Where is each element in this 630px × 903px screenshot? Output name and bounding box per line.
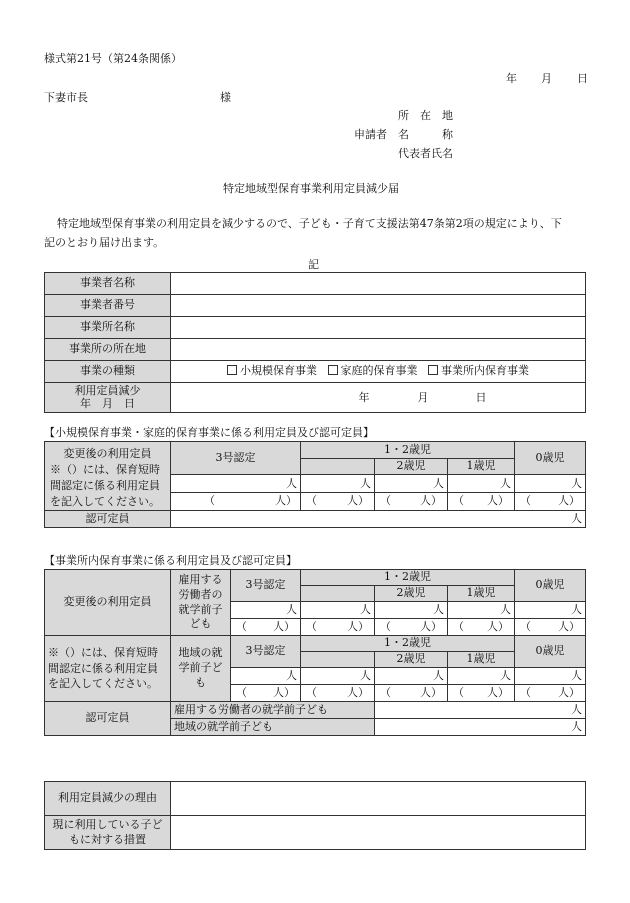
operator-number-field[interactable]	[171, 295, 586, 317]
sec2-approved-a-label: 雇用する労働者の就学前子ども	[171, 702, 375, 719]
sec1-3gou-short[interactable]: （ 人）	[171, 493, 301, 511]
body-text-line1: 特定地域型保育事業の利用定員を減少するので、子ども・子育て支援法第47条第2項の規定により、下	[57, 217, 562, 230]
a-12-count[interactable]: 人	[301, 602, 375, 619]
row-label-facility-name: 事業所名称	[45, 317, 171, 339]
business-type-options	[171, 361, 586, 383]
a-col-0: 0歳児	[515, 570, 586, 602]
b-col-2: 2歳児	[375, 652, 448, 668]
a-3gou-short[interactable]: （ 人）	[231, 619, 301, 636]
b-3gou-short[interactable]: （ 人）	[231, 685, 301, 702]
checkbox-icon	[227, 365, 237, 375]
document-title: 特定地域型保育事業利用定員減少届	[223, 182, 399, 195]
type-checkbox-small[interactable]: 小規模保育事業	[227, 364, 317, 377]
row-label-business-type: 事業の種類	[45, 361, 171, 383]
sec1-0-count[interactable]: 人	[515, 475, 586, 493]
b-0-short[interactable]: （ 人）	[515, 685, 586, 702]
sec1-approved-field[interactable]: 人	[171, 510, 586, 527]
a-col-1: 1歳児	[448, 586, 515, 602]
row-label-operator-name: 事業者名称	[45, 273, 171, 295]
section1-heading: 【小規模保育事業・家庭的保育事業に係る利用定員及び認可定員】	[44, 426, 374, 439]
section2-label: 変更後の利用定員	[45, 570, 171, 636]
col-12-spacer	[301, 458, 375, 475]
type-checkbox-workplace[interactable]: 事業所内保育事業	[428, 364, 529, 377]
measure-label: 現に利用している子どもに対する措置	[45, 816, 171, 850]
sec1-2-count[interactable]: 人	[375, 475, 448, 493]
sec1-2-short[interactable]: （ 人）	[375, 493, 448, 511]
b-1-count[interactable]: 人	[448, 668, 515, 685]
sec2-approved-a-field[interactable]: 人	[375, 702, 586, 719]
basic-info-table	[44, 272, 586, 413]
a-1-short[interactable]: （ 人）	[448, 619, 515, 636]
a-2-short[interactable]: （ 人）	[375, 619, 448, 636]
a-3gou-count[interactable]: 人	[231, 602, 301, 619]
a-0-count[interactable]: 人	[515, 602, 586, 619]
b-col-1: 1歳児	[448, 652, 515, 668]
a-1-count[interactable]: 人	[448, 602, 515, 619]
b-2-short[interactable]: （ 人）	[375, 685, 448, 702]
sec1-approved-label: 認可定員	[45, 510, 171, 527]
reason-field[interactable]	[171, 782, 586, 816]
col-3gou: 3号認定	[171, 442, 301, 475]
facility-name-field[interactable]	[171, 317, 586, 339]
b-2-count[interactable]: 人	[375, 668, 448, 685]
body-text-line2: 記のとおり届け出ます。	[44, 236, 165, 249]
checkbox-icon	[428, 365, 438, 375]
sec2-approved-label: 認可定員	[45, 702, 171, 736]
col-0: 0歳児	[515, 442, 586, 475]
b-col-12-spacer	[301, 652, 375, 668]
a-0-short[interactable]: （ 人）	[515, 619, 586, 636]
b-12-count[interactable]: 人	[301, 668, 375, 685]
row-label-operator-number: 事業者番号	[45, 295, 171, 317]
applicant-rep-label: 代表者氏名	[398, 147, 453, 160]
measure-field[interactable]	[171, 816, 586, 850]
sec2-approved-b-field[interactable]: 人	[375, 719, 586, 736]
checkbox-icon	[328, 365, 338, 375]
col-1: 1歳児	[448, 458, 515, 475]
section2-heading: 【事業所内保育事業に係る利用定員及び認可定員】	[44, 554, 297, 567]
col-2: 2歳児	[375, 458, 448, 475]
addressee: 下妻市長	[44, 91, 88, 104]
b-col-0: 0歳児	[515, 636, 586, 668]
date-month: 月	[541, 72, 552, 85]
sec1-0-short[interactable]: （ 人）	[515, 493, 586, 511]
b-col-12-header: 1・2歳児	[301, 636, 515, 652]
sec1-12-short[interactable]: （ 人）	[301, 493, 375, 511]
section2-note: ※（）には、保育短時間認定に係る利用定員を記入してください。	[45, 636, 171, 702]
reason-table	[44, 781, 586, 850]
group-a-label: 雇用する労働者の就学前子ども	[171, 570, 231, 636]
a-col-12-header: 1・2歳児	[301, 570, 515, 586]
sec1-1-count[interactable]: 人	[448, 475, 515, 493]
row-label-facility-address: 事業所の所在地	[45, 339, 171, 361]
sec2-approved-b-label: 地域の就学前子ども	[171, 719, 375, 736]
a-col-12-spacer	[301, 586, 375, 602]
row-label-reduction-date: 利用定員減少 年 月 日	[45, 383, 171, 413]
applicant-name-label: 名 称	[398, 128, 453, 141]
col-12-header: 1・2歳児	[301, 442, 515, 459]
reason-label: 利用定員減少の理由	[45, 782, 171, 816]
section1-table	[44, 441, 586, 528]
section2-table	[44, 569, 586, 736]
date-day: 日	[577, 72, 588, 85]
a-12-short[interactable]: （ 人）	[301, 619, 375, 636]
a-col-3gou: 3号認定	[231, 570, 301, 602]
sec1-1-short[interactable]: （ 人）	[448, 493, 515, 511]
applicant-address-label: 所 在 地	[398, 109, 453, 122]
operator-name-field[interactable]	[171, 273, 586, 295]
a-2-count[interactable]: 人	[375, 602, 448, 619]
b-12-short[interactable]: （ 人）	[301, 685, 375, 702]
sec1-3gou-count[interactable]: 人	[171, 475, 301, 493]
b-3gou-count[interactable]: 人	[231, 668, 301, 685]
ki-mark: 記	[308, 258, 319, 271]
facility-address-field[interactable]	[171, 339, 586, 361]
type-checkbox-home[interactable]: 家庭的保育事業	[328, 364, 418, 377]
b-col-3gou: 3号認定	[231, 636, 301, 668]
addressee-honorific: 様	[220, 91, 231, 104]
group-b-label: 地域の就学前子ども	[171, 636, 231, 702]
reduction-date-field[interactable]: 年 月 日	[171, 383, 586, 413]
b-1-short[interactable]: （ 人）	[448, 685, 515, 702]
b-0-count[interactable]: 人	[515, 668, 586, 685]
date-year: 年	[506, 72, 517, 85]
applicant-label: 申請者	[354, 128, 387, 141]
section1-label: 変更後の利用定員 ※（）には、保育短時間認定に係る利用定員を記入してください。	[45, 442, 171, 511]
a-col-2: 2歳児	[375, 586, 448, 602]
sec1-12-count[interactable]: 人	[301, 475, 375, 493]
form-number: 様式第21号（第24条関係）	[44, 52, 182, 65]
